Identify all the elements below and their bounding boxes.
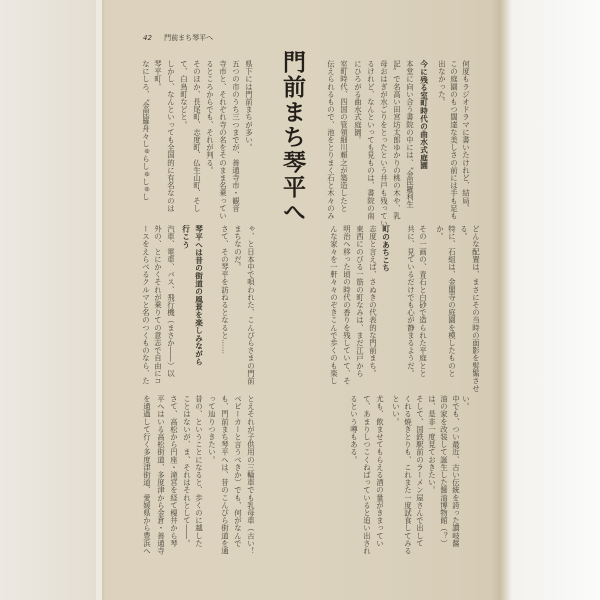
text-column: 共に、見ているだけでも心が静まるようだ。 xyxy=(406,225,416,377)
text-column: どんな配置は、まさにその当時の面影を髣髴させ xyxy=(471,225,481,393)
text-column: しかし、なんといっても全国的に有名なのは xyxy=(166,60,176,212)
text-column: 五つの市のうち三つまでが、善通寺市・観音 xyxy=(231,60,241,212)
text-column: 志度と言えば、さぬきの代表的な門前まち。 xyxy=(368,225,378,377)
text-column: そのほか、長尾町、志度町、仏生山町、そし xyxy=(192,60,202,212)
text-column: 昔の、ということになると、歩くのに越した xyxy=(194,395,204,547)
section-heading: 行こう xyxy=(181,225,191,249)
text-column: 汽車、電車、バス、飛行機（まさか――）以 xyxy=(166,225,176,377)
text-column: 外の、とにかくそれが乗りての意志で自由にコ xyxy=(153,225,163,385)
text-column: るところからでも、それが判る。 xyxy=(205,60,215,174)
text-column: さて、その琴平を訪ねるとなると…… xyxy=(220,225,230,355)
text-column: 本堂に向い合う書院の中には、〝金毘羅利生 xyxy=(405,60,415,209)
running-header xyxy=(143,33,213,43)
text-column: んな家々を一軒々々のぞきこんで歩くのも楽し xyxy=(329,225,339,385)
text-column: は、是非一度見ておきたい。 xyxy=(427,395,437,494)
text-column: 特に、石組は、金閣寺の庭園を模したものと xyxy=(447,225,457,377)
text-column: まちなのだ。 xyxy=(233,225,243,271)
text-column: る。 xyxy=(459,225,469,241)
text-column: なにしろ、〝金毘羅舟々しゅらしゅしゅし xyxy=(141,60,151,201)
text-column: ことはないが、ま、それはそれとして――。 xyxy=(182,395,192,547)
running-title: 門前まち琴平へ xyxy=(164,34,214,42)
text-column: 出なかった。 xyxy=(437,60,447,106)
text-column: か。 xyxy=(435,225,445,241)
section-heading: 琴平へは昔の街道の風景を楽しみながら xyxy=(194,225,204,366)
text-column: 琴平町。 xyxy=(153,60,163,91)
text-column: ベビーカーと言うべきか）でも、何がなんで xyxy=(233,395,243,547)
text-column: にひろがる曲水式庭園。 xyxy=(353,60,363,144)
text-column: この庭園のもつ闊達な美しさの前には手も足も xyxy=(449,60,459,220)
text-column: るけれど、なんといっても見ものは、書院の南 xyxy=(366,60,376,220)
text-column: さて、高松から円座・滝宮を経て榎井から琴 xyxy=(169,395,179,547)
text-column: 中でも、つい最近、古い伝統を誇った讃岐醤 xyxy=(451,395,461,547)
text-column: い。 xyxy=(461,395,471,411)
section-heading: 今に残る室町時代の曲水式庭園 xyxy=(419,60,429,170)
section-heading: 町のあちこち xyxy=(381,225,391,272)
text-column: も、門前まち琴平へは、昔のこんぴら街道を通 xyxy=(220,395,230,555)
text-column: 記〟で名高い田宮坊太郎ゆかりの桃の木や、乳 xyxy=(392,60,402,220)
text-column: て、あまりしつこくねばっていると追い出され xyxy=(362,395,372,555)
page-number: 42 xyxy=(143,34,152,42)
chapter-title: 門前まち琴平へ xyxy=(279,50,305,225)
text-column: ゃ、と日本中で唄われた、こんぴらさまの門前 xyxy=(246,225,256,385)
text-column: そして、国鉄駅前のラーメン屋さんで出して xyxy=(415,395,425,547)
text-column: 県下には門前まちが多い。 xyxy=(244,60,254,152)
text-column: 寺市と、それぞれ寺の名をそのまま名乗ってい xyxy=(218,60,228,220)
text-column: 母おはぎが水ごりをとったという井戸も残ってい xyxy=(379,60,389,228)
page-edge xyxy=(96,0,102,600)
text-column: て、白鳥町などと。 xyxy=(179,60,189,129)
text-column: 油の家を改装して誕生した醤油博物館（？） xyxy=(439,395,449,547)
text-column: 伝えられるもので、池をとりまく石と木々のみ xyxy=(326,60,336,220)
text-column: 尤も、飲ませてもらえる酒の量がきまってい xyxy=(375,395,385,547)
text-column: 明治へ移った頃の時代の香りを残していて、そ xyxy=(342,225,352,385)
text-column: を通過して行く多度津街道、愛媛県から豊浜へ xyxy=(142,395,152,555)
text-column: って辿りつきたい。 xyxy=(207,395,217,464)
text-column: といい。 xyxy=(391,395,401,426)
text-column: 平へはいる高松街道、多度津から金倉・善通寺 xyxy=(156,395,166,555)
text-column: るという噂もある。 xyxy=(349,395,359,464)
text-column: その一画の、青石と白砂で造られた平庭とと xyxy=(418,225,428,377)
text-column: ースをえらべるクルマと名のつくものなら、た xyxy=(141,225,151,385)
text-column: くれる焼きとりも、これまた一度試食してみる xyxy=(403,395,413,555)
text-column: 東西にのびる一筋の町なみは、まだ江戸から xyxy=(355,225,365,377)
text-column: とえそれが子供用の三輪車でも乳母車（古い！ xyxy=(246,395,256,555)
text-column: 室町時代、四国の管領細川頼之が築造したと xyxy=(339,60,349,212)
text-column: 何度もラジオドラマに書いたけれど、結局、 xyxy=(461,60,471,212)
